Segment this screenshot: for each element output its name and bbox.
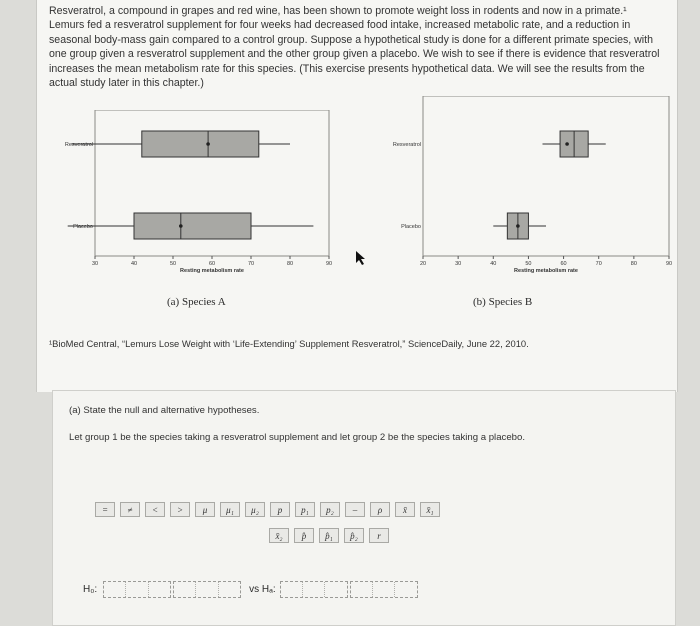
- mouse-cursor-icon: [355, 250, 367, 266]
- tick-label-40: 40: [490, 261, 497, 267]
- x-axis-label: Resting metabolism rate: [514, 268, 578, 274]
- symbol-button-9[interactable]: p₂: [320, 502, 340, 517]
- group-label-resveratrol: Resveratrol: [64, 142, 93, 148]
- tick-label-70: 70: [247, 261, 255, 267]
- group-label-placebo: Placebo: [401, 224, 421, 230]
- symbol-button-0[interactable]: =: [95, 502, 115, 517]
- boxplot-species-b: [377, 96, 673, 286]
- tick-label-30: 30: [91, 261, 99, 267]
- caption-species-b: (b) Species B: [473, 296, 533, 308]
- symbol-row2-button-4[interactable]: r: [369, 528, 389, 543]
- group-label-placebo: Placebo: [73, 224, 93, 230]
- footnote: ¹BioMed Central, “Lemurs Lose Weight with ‘Life-Extending’ Supplement Resveratrol,” ScienceDaily, June 22, 2010.: [49, 338, 529, 349]
- symbol-button-1[interactable]: ≠: [120, 502, 140, 517]
- tick-label-80: 80: [286, 261, 294, 267]
- tick-label-60: 60: [560, 261, 567, 267]
- problem-text: Resveratrol, a compound in grapes and red wine, has been shown to promote weight loss in rodents and now in a primate.¹ Lemurs fed a resveratrol supplement for four weeks had decreased food intake, increased metabolic rate, and a reduction in seasonal body-mass gain compared to a control group. Suppose a hypothetical study is done for a different primate species, with one group given a resveratrol supplement and the other group given a placebo. We wish to see if there is evidence that resveratrol increases the mean metabolism rate for this species. (This exercise presents hypothetical data. We will see the results from the actual study later in this chapter.): [49, 5, 660, 90]
- h0-input-right[interactable]: [173, 581, 241, 598]
- x-axis-label: Resting metabolism rate: [180, 268, 244, 274]
- plot-frame: [423, 96, 669, 256]
- symbol-button-4[interactable]: μ: [195, 502, 215, 517]
- symbol-button-12[interactable]: x̄: [395, 502, 415, 517]
- mean-dot: [565, 142, 569, 146]
- symbol-row2-button-0[interactable]: x̄₂: [269, 528, 289, 543]
- ha-input-right[interactable]: [350, 581, 418, 598]
- symbol-button-13[interactable]: x̄₁: [420, 502, 440, 517]
- mean-dot: [516, 224, 520, 228]
- question-instruction: Let group 1 be the species taking a resveratrol supplement and let group 2 be the species taking a placebo.: [69, 432, 525, 443]
- tick-label-20: 20: [419, 261, 427, 267]
- tick-label-50: 50: [169, 261, 177, 267]
- question-title: (a) State the null and alternative hypotheses.: [69, 405, 260, 416]
- tick-label-40: 40: [130, 261, 138, 267]
- symbol-row2-button-2[interactable]: p̂₁: [319, 528, 339, 543]
- symbol-palette-row-2: [269, 528, 389, 543]
- vs-ha-label: vs Hₐ:: [249, 584, 276, 595]
- question-panel: [52, 390, 676, 626]
- symbol-row2-button-3[interactable]: p̂₂: [344, 528, 364, 543]
- mean-dot: [206, 142, 210, 146]
- symbol-row2-button-1[interactable]: p̂: [294, 528, 314, 543]
- tick-label-90: 90: [325, 261, 333, 267]
- mean-dot: [179, 224, 183, 228]
- tick-label-50: 50: [525, 261, 532, 267]
- tick-label-70: 70: [595, 261, 602, 267]
- group-label-resveratrol: Resveratrol: [392, 142, 421, 148]
- symbol-button-3[interactable]: >: [170, 502, 190, 517]
- box-resveratrol: [142, 131, 259, 157]
- box-placebo: [134, 213, 251, 239]
- tick-label-80: 80: [630, 261, 637, 267]
- symbol-button-5[interactable]: μ₁: [220, 502, 240, 517]
- symbol-button-11[interactable]: ρ: [370, 502, 390, 517]
- caption-species-a: (a) Species A: [167, 296, 226, 308]
- symbol-button-2[interactable]: <: [145, 502, 165, 517]
- h0-label: H₀:: [83, 584, 98, 595]
- symbol-button-10[interactable]: –: [345, 502, 365, 517]
- symbol-button-6[interactable]: μ₂: [245, 502, 265, 517]
- h0-input[interactable]: [103, 581, 171, 598]
- boxplot-species-a: [45, 110, 337, 286]
- symbol-palette-row-1: [95, 502, 440, 517]
- tick-label-30: 30: [455, 261, 462, 267]
- tick-label-60: 60: [208, 261, 216, 267]
- symbol-button-8[interactable]: p₁: [295, 502, 315, 517]
- tick-label-90: 90: [665, 261, 673, 267]
- problem-panel: [36, 0, 678, 392]
- hypotheses-row: [83, 581, 418, 598]
- ha-input[interactable]: [280, 581, 348, 598]
- symbol-button-7[interactable]: p: [270, 502, 290, 517]
